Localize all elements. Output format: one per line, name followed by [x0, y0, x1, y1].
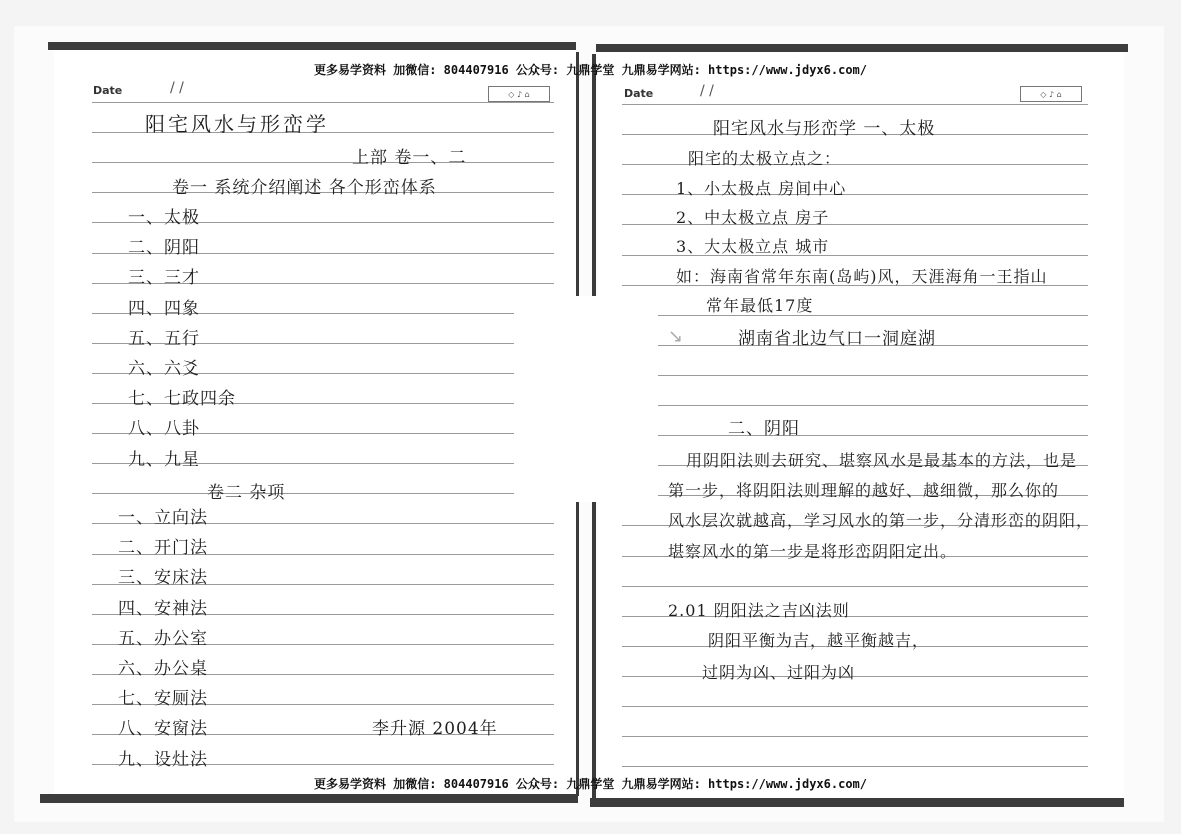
text-line: 1、小太极点 房间中心 — [676, 179, 847, 198]
watermark-banner-top: 更多易学资料 加微信: 804407916 公众号: 九鼎学堂 九鼎易学网站: https://www.jdyx6.com/ — [314, 63, 867, 77]
page-edge-bottom-right — [590, 798, 1124, 807]
blank-center-patch — [514, 296, 658, 502]
rule-line: 阴阳平衡为吉，越平衡越吉， — [708, 631, 930, 650]
ruled-line — [622, 736, 1088, 737]
notebook-logo-icon: ◇ ♪ ⌂ — [488, 86, 550, 102]
toc-item: 三、安床法 — [118, 568, 208, 589]
text-line: 湖南省北边气口一洞庭湖 — [738, 329, 936, 349]
toc-item: 二、阴阳 — [128, 238, 200, 259]
tick-mark-icon: ↘ — [668, 326, 684, 347]
toc-item: 四、安神法 — [118, 598, 208, 619]
text-line: 3、大太极立点 城市 — [676, 237, 830, 256]
toc-item: 八、八卦 — [128, 419, 200, 440]
watermark-banner-bottom: 更多易学资料 加微信: 804407916 公众号: 九鼎学堂 九鼎易学网站: https://www.jdyx6.com/ — [314, 777, 867, 791]
ruled-line — [92, 493, 554, 494]
toc-item: 九、九星 — [128, 449, 200, 470]
toc-item: 八、安窗法 — [118, 719, 208, 740]
page-subtitle: 上部 卷一、二 — [352, 148, 467, 168]
toc-item: 五、五行 — [128, 328, 200, 349]
toc-item: 七、七政四余 — [128, 389, 236, 410]
text-line: 阳宅的太极立点之： — [688, 149, 842, 168]
date-label: Date — [624, 87, 654, 100]
volume-heading: 卷一 系统介绍阐述 各个形峦体系 — [172, 178, 437, 198]
toc-item: 二、开门法 — [118, 538, 208, 559]
toc-item: 九、设灶法 — [118, 749, 208, 770]
paragraph-line: 堪察风水的第一步是将形峦阴阳定出。 — [668, 542, 958, 561]
ruled-line — [622, 706, 1088, 707]
paragraph-line: 用阴阳法则去研究、堪察风水是最基本的方法，也是 — [686, 451, 1078, 470]
ruled-line — [622, 315, 1088, 316]
toc-item: 一、立向法 — [118, 508, 208, 528]
toc-item: 六、办公桌 — [118, 659, 208, 679]
ruled-line — [622, 375, 1088, 376]
date-field: / / — [170, 80, 184, 96]
ruled-line — [622, 766, 1088, 767]
page-edge-top-left — [48, 42, 576, 50]
ruled-line — [622, 435, 1088, 436]
rule-heading: 2.01 阴阳法之吉凶法则 — [668, 601, 850, 620]
toc-item: 三、三才 — [128, 268, 200, 289]
page-title: 阳宅风水与形峦学 — [145, 112, 329, 136]
page-edge-top-right — [596, 44, 1128, 52]
rule-line: 过阴为凶、过阳为凶 — [702, 663, 856, 682]
paragraph-line: 第一步，将阴阳法则理解的越好、越细微，那么你的 — [668, 481, 1060, 500]
paragraph-line: 风水层次就越高，学习风水的第一步，分清形峦的阴阳， — [668, 511, 1094, 530]
toc-item: 七、安厕法 — [118, 689, 208, 710]
text-line: 如：海南省常年东南(岛屿)风，天涯海角一王指山 — [676, 267, 1048, 286]
toc-item: 五、办公室 — [118, 628, 208, 649]
toc-item: 四、四象 — [128, 298, 200, 319]
section-heading: 二、阴阳 — [728, 419, 800, 439]
author-signature: 李升源 2004年 — [372, 719, 498, 739]
page-edge-bottom-left — [40, 794, 578, 803]
text-line: 常年最低17度 — [706, 296, 814, 315]
ruled-line — [92, 162, 554, 163]
ruled-line — [622, 586, 1088, 587]
notebook-logo-icon: ◇ ♪ ⌂ — [1020, 86, 1082, 102]
date-label: Date — [93, 84, 123, 97]
text-line: 2、中太极立点 房子 — [676, 208, 830, 227]
ruled-line — [622, 405, 1088, 406]
volume-heading: 卷二 杂项 — [207, 483, 286, 503]
ruled-line — [92, 102, 554, 103]
ruled-line — [622, 104, 1088, 105]
toc-item: 六、六爻 — [128, 359, 200, 379]
toc-item: 一、太极 — [128, 208, 200, 228]
page-title: 阳宅风水与形峦学 一、太极 — [713, 119, 936, 139]
date-field: / / — [700, 83, 714, 99]
